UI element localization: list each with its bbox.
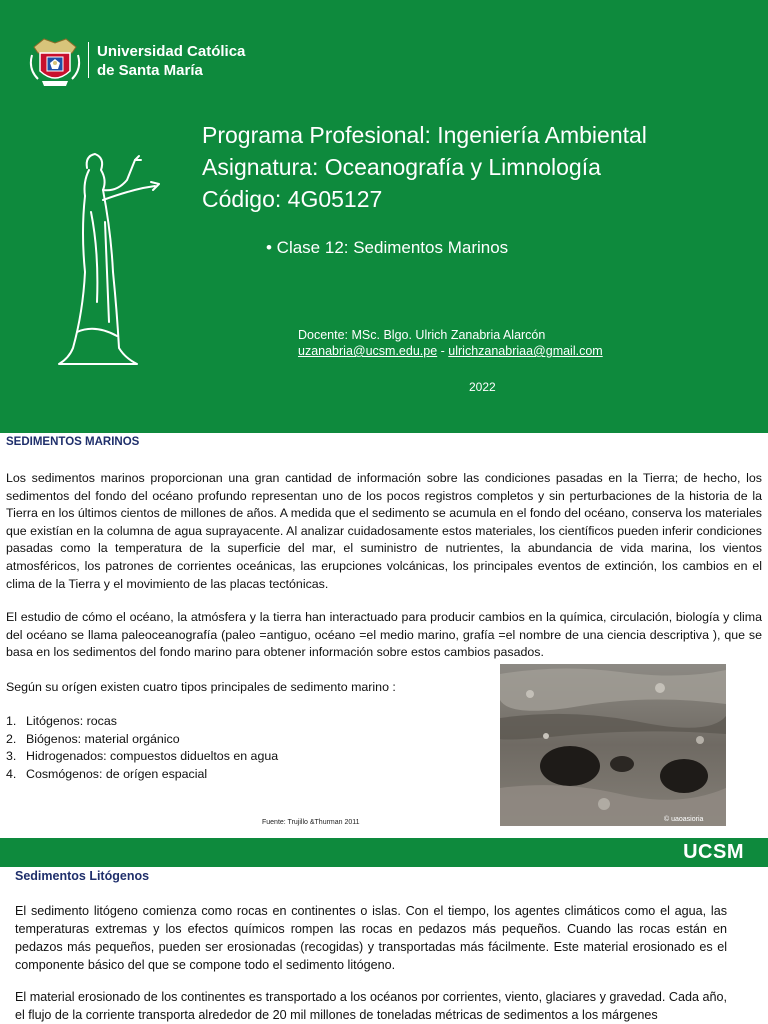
photo-watermark: © uaoasioria	[664, 816, 704, 823]
sediment-photo	[500, 664, 726, 826]
list-item: 4. Cosmógenos: de orígen espacial	[6, 766, 208, 781]
university-name-line2: de Santa María	[97, 62, 203, 79]
paragraph-lithogenous-transport: El material erosionado de los continentes es transportado a los océanos por corrientes, viento, glaciares y gravedad. Cada año, el flujo de la corriente transporta alrededor de 20 mil millones de toneladas métricas de sedimentos a los márgenes	[15, 990, 727, 1022]
email-link-primary[interactable]: uzanabria@ucsm.edu.pe	[298, 344, 438, 358]
teacher-emails	[298, 343, 603, 359]
program-title: Programa Profesional: Ingeniería Ambiental	[202, 122, 647, 148]
header-divider	[88, 42, 89, 78]
paragraph-paleoceanography: El estudio de cómo el océano, la atmósfera y la tierra han interactuado para producir cambios en la química, circulación, biología y clima del océano se llama paleoceanografía (paleo =antiguo, océano =el medio marino, grafía =el nombre de una ciencia descriptiva ), que se basa en los sedimentos del fondo marino para obtener información sobre estos cambios pasados.	[6, 610, 762, 660]
paragraph-types-intro: Según su orígen existen cuatro tipos principales de sedimento marino :	[6, 680, 396, 694]
section-heading: Sedimentos Litógenos	[15, 869, 150, 883]
footer-band	[0, 838, 768, 867]
list-item: 2. Biógenos: material orgánico	[6, 731, 180, 746]
list-item: 1. Litógenos: rocas	[6, 714, 117, 728]
list-item: 3. Hidrogenados: compuestos didueltos en agua	[6, 749, 279, 763]
title-slide	[0, 0, 768, 433]
section-heading: SEDIMENTOS MARINOS	[6, 436, 140, 448]
photo-source: Fuente: Trujillo &Thurman 2011	[262, 819, 360, 826]
teacher-info	[298, 327, 603, 359]
year-label: 2022	[469, 380, 496, 394]
course-code: Código: 4G05127	[202, 186, 383, 212]
teacher-name: Docente: MSc. Blgo. Ulrich Zanabria Alarcón	[298, 328, 546, 342]
university-crest-icon	[28, 33, 82, 89]
course-title: Asignatura: Oceanografía y Limnología	[202, 154, 601, 180]
university-name-line1: Universidad Católica	[97, 43, 246, 60]
class-title: • Clase 12: Sedimentos Marinos	[266, 238, 509, 257]
paragraph-sediments-info: Los sedimentos marinos proporcionan una gran cantidad de información sobre las condiciones pasadas en la Tierra; de hecho, los sedimentos del fondo del océano profundo representan uno de los pocos registros completos y sin perturbaciones de la historia de la Tierra en los últimos cientos de millones de años. A medida que el sedimento se acumula en el fondo del océano, conserva los materiales que existían en la columna de agua suprayacente. Al analizar cuidadosamente estos materiales, los científicos pueden inferir condiciones pasadas como la temperatura de la superficie del mar, el suministro de nutrientes, la abundancia de vida marina, los vientos atmosféricos, los patrones de corrientes oceánicas, las erupciones volcánicas, los principales eventos de extinción, los cambios en el clima de la Tierra y el movimiento de las placas tectónicas.	[6, 471, 762, 591]
paragraph-lithogenous-origin: El sedimento litógeno comienza como rocas en continentes o islas. Con el tiempo, los agentes climáticos como el agua, las temperaturas extremas y los efectos químicos rompen las rocas en pedazos más pequeños. Cuando las rocas están en pedazos más pequeños, pueden ser erosionadas (recogidas) y transportadas más fácilmente. Este material erosionado es el componente básico del que se compone todo el sedimento litógeno.	[15, 904, 727, 972]
lithogenous-slide	[0, 867, 768, 1024]
university-name	[97, 42, 245, 80]
virgin-figure-icon	[55, 152, 175, 372]
sediment-types-list	[6, 713, 278, 783]
sediments-slide	[0, 433, 768, 838]
email-separator: -	[437, 344, 449, 358]
email-link-secondary[interactable]: ulrichzanabriaa@gmail.com	[448, 344, 603, 358]
ucsm-logo: UCSM	[683, 841, 744, 863]
